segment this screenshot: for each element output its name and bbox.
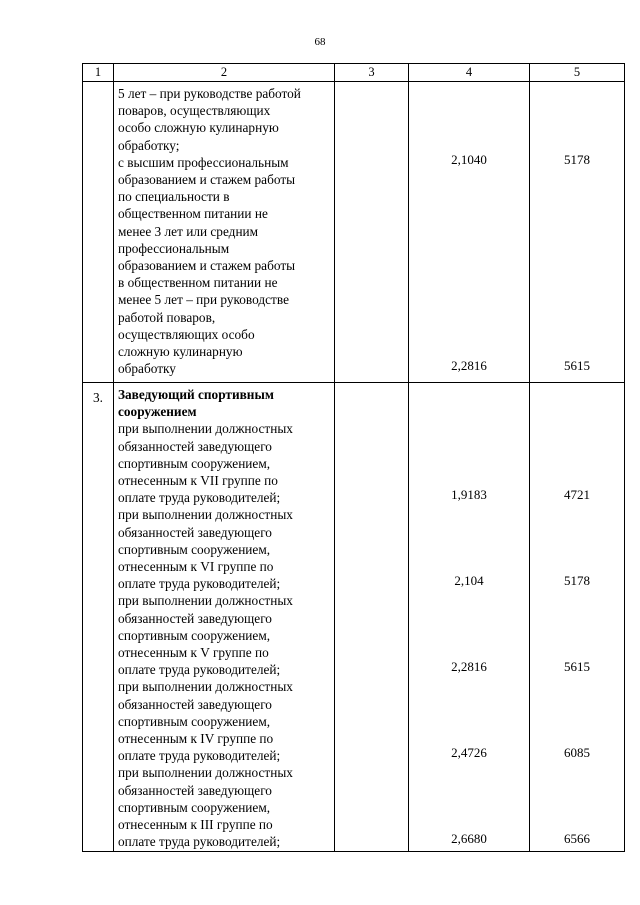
header-cell-4: 4 xyxy=(409,64,530,82)
description-line: спортивным сооружением, xyxy=(118,455,271,471)
description-line: в общественном питании не xyxy=(118,275,278,291)
position-title-line: Заведующий спортивным xyxy=(118,387,274,402)
coefficient-value: 2,2816 xyxy=(451,659,487,674)
coefficient-value: 2,2816 xyxy=(451,358,487,373)
salary-cell xyxy=(530,383,625,852)
description-line: образованием и стажем работы xyxy=(118,172,296,188)
position-description-cell xyxy=(114,82,335,383)
description-line: профессиональным xyxy=(118,240,230,256)
description-line: отнесенным к V группе по xyxy=(118,645,269,661)
salary-value: 5615 xyxy=(564,659,590,674)
description-line: поваров, осуществляющих xyxy=(118,103,271,119)
description-line: оплате труда руководителей; xyxy=(118,576,281,592)
header-cell-5: 5 xyxy=(530,64,625,82)
description-line: при выполнении должностных xyxy=(118,593,293,609)
description-line: оплате труда руководителей; xyxy=(118,748,281,764)
description-line: отнесенным к III группе по xyxy=(118,817,273,833)
description-line: при выполнении должностных xyxy=(118,679,293,695)
coefficient-value: 2,6680 xyxy=(451,831,487,846)
description-line: обработку; xyxy=(118,137,180,153)
salary-cell xyxy=(530,82,625,383)
description-line: обязанностей заведующего xyxy=(118,438,272,454)
salary-value: 6085 xyxy=(564,745,590,760)
salary-value: 4721 xyxy=(564,487,590,502)
description-line: образованием и стажем работы xyxy=(118,258,296,274)
description-line: осуществляющих особо xyxy=(118,326,255,342)
description-line: отнесенным к VII группе по xyxy=(118,473,278,489)
salary-value: 5178 xyxy=(564,152,590,167)
description-line: отнесенным к VI группе по xyxy=(118,559,274,575)
salary-value: 6566 xyxy=(564,831,590,846)
salary-value: 5178 xyxy=(564,573,590,588)
coefficient-value: 2,4726 xyxy=(451,745,487,760)
description-line: обязанностей заведующего xyxy=(118,696,272,712)
description-line: работой поваров, xyxy=(118,309,216,325)
coefficient-value: 2,104 xyxy=(454,573,484,588)
position-title-line: сооружением xyxy=(118,404,197,420)
description-line: отнесенным к IV группе по xyxy=(118,731,274,747)
description-line: обязанностей заведующего xyxy=(118,524,272,540)
tariff-table xyxy=(82,63,625,852)
header-cell-3: 3 xyxy=(335,64,409,82)
description-line: с высшим профессиональным xyxy=(118,154,289,170)
description-line: менее 3 лет или средним xyxy=(118,223,259,239)
description-line: общественном питании не xyxy=(118,206,268,222)
description-line: при выполнении должностных xyxy=(118,421,293,437)
row-number-cell: 3. xyxy=(83,383,114,852)
empty-cell xyxy=(335,383,409,852)
description-line: обработку xyxy=(118,361,176,377)
description-line: оплате труда руководителей; xyxy=(118,834,281,850)
coefficient-value: 2,1040 xyxy=(451,152,487,167)
description-line: при выполнении должностных xyxy=(118,765,293,781)
table-row xyxy=(83,383,625,852)
description-line: обязанностей заведующего xyxy=(118,782,272,798)
description-line: спортивным сооружением, xyxy=(118,713,271,729)
description-line: спортивным сооружением, xyxy=(118,541,271,557)
page-number: 68 xyxy=(314,36,326,48)
position-description-cell xyxy=(114,383,335,852)
empty-cell xyxy=(335,82,409,383)
description-line: менее 5 лет – при руководстве xyxy=(118,292,289,308)
salary-value: 5615 xyxy=(564,358,590,373)
table-row xyxy=(83,82,625,383)
description-line: особо сложную кулинарную xyxy=(118,120,279,136)
coefficient-cell xyxy=(409,82,530,383)
description-line: обязанностей заведующего xyxy=(118,610,272,626)
description-line: спортивным сооружением, xyxy=(118,627,271,643)
description-line: 5 лет – при руководстве работой xyxy=(118,86,301,101)
table-header-row xyxy=(83,64,625,82)
header-cell-1: 1 xyxy=(83,64,114,82)
row-number-cell xyxy=(83,82,114,383)
description-line: оплате труда руководителей; xyxy=(118,490,281,506)
coefficient-cell xyxy=(409,383,530,852)
description-line: при выполнении должностных xyxy=(118,507,293,523)
description-line: сложную кулинарную xyxy=(118,344,243,360)
description-line: по специальности в xyxy=(118,189,230,205)
description-line: спортивным сооружением, xyxy=(118,799,271,815)
description-line: оплате труда руководителей; xyxy=(118,662,281,678)
coefficient-value: 1,9183 xyxy=(451,487,487,502)
header-cell-2: 2 xyxy=(114,64,335,82)
